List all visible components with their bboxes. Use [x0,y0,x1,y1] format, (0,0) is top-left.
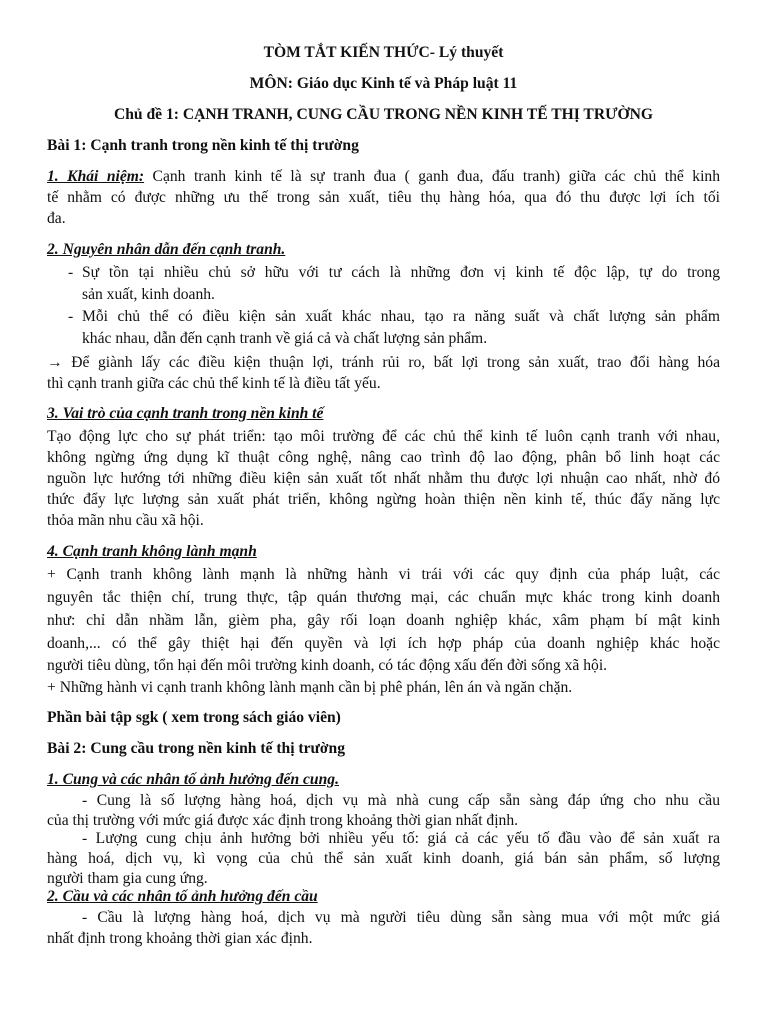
unfair-line-3: như: chỉ dẫn nhầm lẫn, gièm pha, gây rối loạn doanh nghiệp khác, xâm phạm bí mật kinh [47,612,720,629]
unfair-line-2: nguyên tắc thiện chí, trung thực, tập quán thương mại, các chuẩn mực khác trong kinh doanh [47,589,720,606]
role-line-5: thỏa mãn nhu cầu xã hội. [47,512,204,529]
cause-2-line-2: khác nhau, dẫn đến cạnh tranh về giá cả và chất lượng sản phẩm. [82,330,488,347]
lesson1-title: Bài 1: Cạnh tranh trong nền kinh tế thị trường [47,137,359,154]
supply-line-3: - Lượng cung chịu ảnh hưởng bởi nhiều yếu tố: giá cả các yếu tố đầu vào để sản xuất ra [82,830,720,847]
concept-heading: 1. Khái niệm: [47,168,145,185]
bullet-dash-2: - [68,308,74,325]
supply-line-1: - Cung là số lượng hàng hoá, dịch vụ mà nhà cung cấp sẵn sàng đáp ứng cho nhu cầu [82,792,720,809]
unfair-competition-heading: 4. Cạnh tranh không lành mạnh [47,543,257,560]
demand-line-2: nhất định trong khoảng thời gian xác định. [47,930,313,947]
unfair-line-6: + Những hành vi cạnh tranh không lành mạnh cần bị phê phán, lên án và ngăn chặn. [47,679,573,696]
unfair-line-1: + Cạnh tranh không lành mạnh là những hành vi trái với các quy định của pháp luật, các [47,566,720,583]
demand-line-1: - Cầu là lượng hàng hoá, dịch vụ mà người tiêu dùng sẵn sàng mua với một mức giá [82,909,720,926]
topic-heading: Chủ đề 1: CẠNH TRANH, CUNG CẦU TRONG NỀN KINH TẾ THỊ TRƯỜNG [113,106,654,123]
subject-line: MÔN: Giáo dục Kinh tế và Pháp luật 11 [249,75,518,92]
concept-text-1: Cạnh tranh kinh tế là sự tranh đua ( ganh đua, đấu tranh) giữa các chủ thể kinh [144,168,721,185]
cause-1-line-2: sản xuất, kinh doanh. [82,286,215,303]
concept-line-1 [47,167,720,187]
causes-conclusion-1: → Để giành lấy các điều kiện thuận lợi, tránh rủi ro, bất lợi trong sản xuất, trao đổi hàng hóa [47,354,720,371]
bullet-dash-1: - [68,264,74,281]
supply-heading: 1. Cung và các nhân tố ảnh hưởng đến cung. [47,771,339,788]
exercises-note: Phần bài tập sgk ( xem trong sách giáo viên) [47,709,341,726]
role-line-1: Tạo động lực cho sự phát triển: tạo môi trường để các chủ thể kinh tế luôn cạnh tranh với nhau, [47,428,720,445]
supply-line-5: người tham gia cung ứng. [47,870,208,887]
cause-2-line-1: Mỗi chủ thể có điều kiện sản xuất khác nhau, tạo ra năng suất và chất lượng sản phẩm [82,308,720,325]
concept-line-2: tế nhằm có được những ưu thế trong sản xuất, tiêu thụ hàng hóa, qua đó thu được lợi ích tối [47,189,720,206]
lesson2-title: Bài 2: Cung cầu trong nền kinh tế thị trường [47,740,346,757]
supply-line-2: của thị trường với mức giá được xác định trong khoảng thời gian nhất định. [47,812,519,829]
unfair-line-4: doanh,... có thể gây thiệt hại đến quyền và lợi ích hợp pháp của doanh nghiệp khác hoặc [47,635,720,652]
cause-1-line-1: Sự tồn tại nhiều chủ sở hữu với tư cách là những đơn vị kinh tế độc lập, tự do trong [82,264,720,281]
demand-heading: 2. Cầu và các nhân tố ảnh hưởng đến cầu [47,888,318,905]
concept-line-3: đa. [47,210,66,227]
causes-conclusion-2: thì cạnh tranh giữa các chủ thể kinh tế là điều tất yếu. [47,375,381,392]
role-line-2: không ngừng ứng dụng kĩ thuật công nghệ, nâng cao trình độ lao động, phân bổ linh hoạt các [47,449,720,466]
unfair-line-5: người tiêu dùng, tổn hại đến môi trường kinh doanh, có tác động xấu đến đời sống xã hội. [47,657,608,674]
role-line-3: nguồn lực hướng tới những điều kiện sản xuất tốt nhất nhằm thu được lợi nhuận cao nhất, nhờ đó [47,470,720,487]
document-title: TÒM TẮT KIẾN THỨC- Lý thuyết [263,44,504,61]
supply-line-4: hàng hoá, dịch vụ, kì vọng của chủ thể sản xuất kinh doanh, giá bán sản phẩm, số lượng [47,850,720,867]
role-heading: 3. Vai trò của cạnh tranh trong nền kinh tế [47,405,324,422]
role-line-4: thức đẩy lực lượng sản xuất phát triển, không ngừng hoàn thiện nền kinh tế, thúc đẩy năng lực [47,491,720,508]
causes-heading: 2. Nguyên nhân dẫn đến cạnh tranh. [47,241,286,258]
